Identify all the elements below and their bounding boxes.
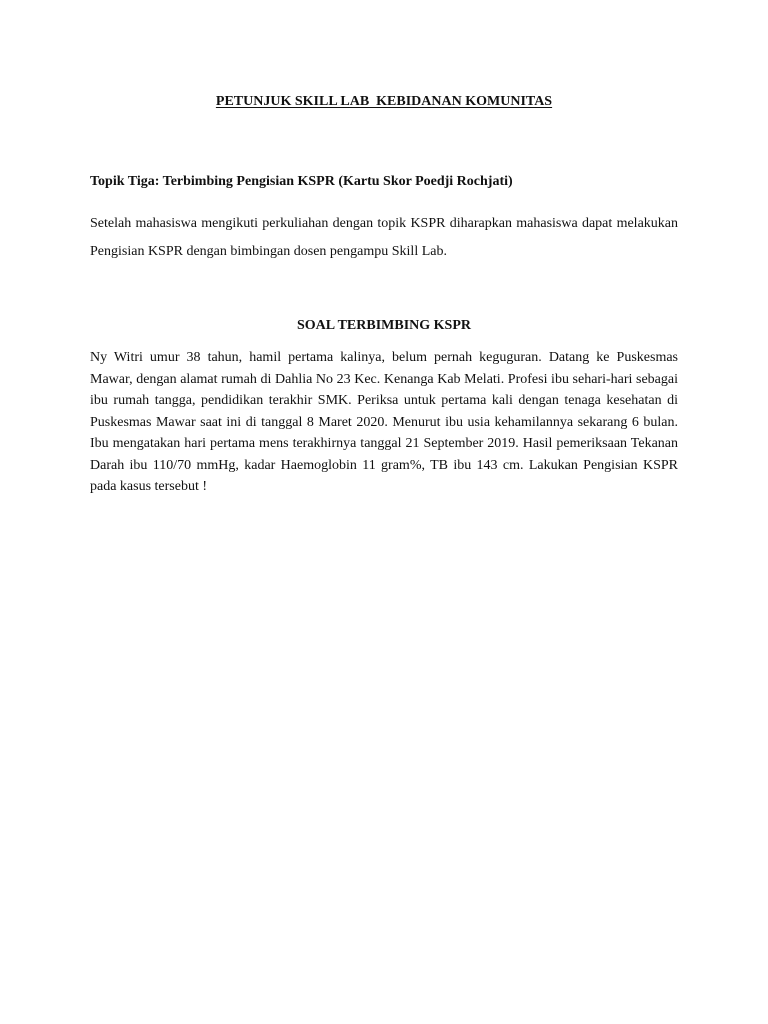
case-paragraph: Ny Witri umur 38 tahun, hamil pertama kalinya, belum pernah keguguran. Datang ke Puskesmas Mawar, dengan alamat rumah di Dahlia No 23 Kec. Kenanga Kab Melati. Profesi ibu sehari-hari sebagai ibu rumah tangga, pendidikan terakhir SMK. Periksa untuk pertama kali dengan tenaga kesehatan di Puskesmas Mawar saat ini di tanggal 8 Maret 2020. Menurut ibu usia kehamilannya sekarang 6 bulan. Ibu mengatakan hari pertama mens terakhirnya tanggal 21 September 2019. Hasil pemeriksaan Tekanan Darah ibu 110/70 mmHg, kadar Haemoglobin 11 gram%, TB ibu 143 cm. Lakukan Pengisian KSPR pada kasus tersebut !: [90, 350, 678, 494]
topic-heading: Topik Tiga: Terbimbing Pengisian KSPR (Kartu Skor Poedji Rochjati): [90, 174, 513, 189]
section-heading: SOAL TERBIMBING KSPR: [296, 318, 471, 333]
document-title: [0, 92, 768, 112]
intro-paragraph: Setelah mahasiswa mengikuti perkuliahan dengan topik KSPR diharapkan mahasiswa dapat melakukan Pengisian KSPR dengan bimbingan dosen pengampu Skill Lab.: [90, 216, 678, 259]
document-title-text: PETUNJUK SKILL LAB KEBIDANAN KOMUNITAS: [215, 94, 553, 109]
